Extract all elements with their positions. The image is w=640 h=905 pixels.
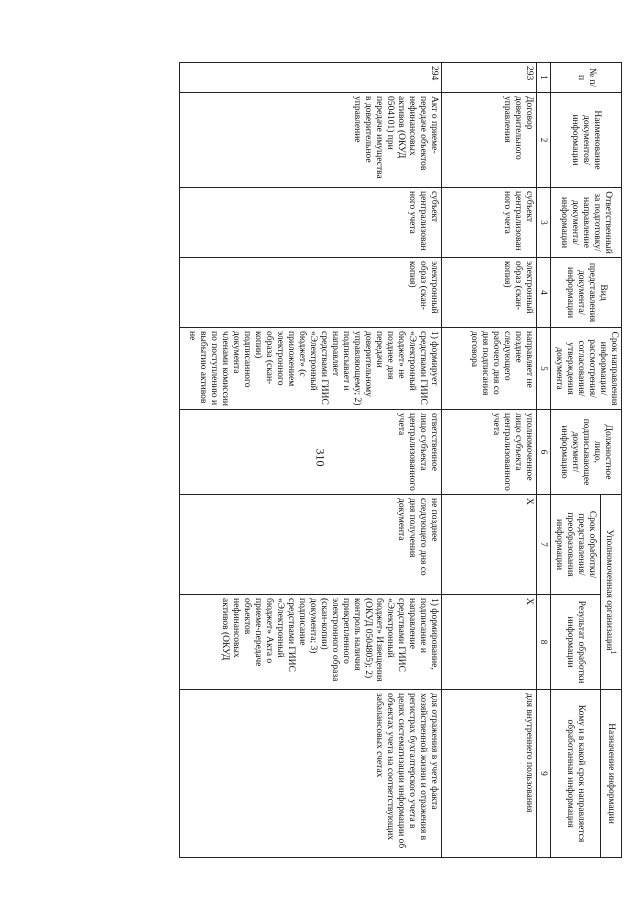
document-form: электронный образ (скан-копия) — [180, 258, 442, 328]
col-header-1: № п/п — [551, 63, 622, 93]
col-header-8: Результат обработки информации — [551, 595, 601, 690]
column-number: 6 — [537, 410, 551, 495]
rotated-table-container — [147, 62, 622, 857]
document-name: Договор доверительного управления — [442, 93, 537, 188]
processing-term: не позднее следующего дня со дня получения документа — [180, 495, 442, 595]
column-number: 8 — [537, 595, 551, 690]
header-row-1 — [600, 63, 621, 858]
column-number: 1 — [537, 63, 551, 93]
col-header-3: Ответственный за подготовку/ направление документа/ информации — [551, 188, 622, 258]
column-number-row — [537, 63, 551, 858]
row-number: 294 — [180, 63, 442, 93]
table-row — [442, 63, 537, 858]
col-header-9: Кому и в какой срок направляется обработанная информация — [551, 690, 601, 858]
group-header-purpose: Назначение информации — [600, 690, 621, 858]
col-header-4: Вид представления документа/ информации — [551, 258, 622, 328]
col-header-6: Должностное лицо, подписывающее документ/ информацию — [551, 410, 622, 495]
footnote-mark: 1 — [608, 650, 618, 655]
group-header-org-text: Уполномоченная организация — [603, 529, 614, 651]
column-number: 4 — [537, 258, 551, 328]
column-number: 3 — [537, 188, 551, 258]
table-row — [180, 63, 442, 858]
signing-official: ответственное лицо субъекта централизованного учета — [180, 410, 442, 495]
column-number: 5 — [537, 328, 551, 410]
document-name: Акт о приеме-передаче объектов нефинансовых активов (ОКУД 0504101) при передаче имущества в доверительное управление — [180, 93, 442, 188]
col-header-2: Наименование документов/ информации — [551, 93, 622, 188]
col-header-5: Срок направления информации/ рассмотрения/ согласования/ утверждения документа — [551, 328, 622, 410]
group-header-org — [600, 495, 621, 690]
column-number: 9 — [537, 690, 551, 858]
responsible-party: субъект централизованного учета — [180, 188, 442, 258]
processing-result: X — [442, 595, 537, 690]
responsible-party: субъект централизованного учета — [442, 188, 537, 258]
processing-result: 1) формирование, подписание и направление средствами ГИИС «Электронный бюджет» Извещения (ОКУД 0504805); 2) контроль наличия прикрепленного электронного образа (скан-копии) документа; 3) подписание средствами ГИИС «Электронный бюджет» Акта о приеме-передаче объектов нефинансовых активов (ОКУД — [180, 595, 442, 690]
row-number: 293 — [442, 63, 537, 93]
column-number: 7 — [537, 495, 551, 595]
deadline: направляет не позднее следующего рабочего дня со дня подписания договора — [442, 328, 537, 410]
col-header-7: Срок обработки/ представления/ преобразования информации — [551, 495, 601, 595]
recipient: для внутреннего пользования — [442, 690, 537, 858]
recipient: для отражения в учете факта хозяйственной жизни и отражения в регистрах бухгалтерского учета в целях систематизации информации об объектах учета на соответствующих забалансовых счетах — [180, 690, 442, 858]
document-form: электронный образ (скан-копия) — [442, 258, 537, 328]
signing-official: уполномоченное лицо субъекта централизованного учета — [442, 410, 537, 495]
deadline: 1) формирует средствами ГИИС «Электронный бюджет» не позднее дня передачи доверительному управляющему; 2) подписывает и направляет средствами ГИИС «Электронный бюджет» (с приложением электронного образа (скан-копии) подписанного документа членами комиссии по поступлению и выбытию активов не — [180, 328, 442, 410]
document-table — [179, 62, 622, 858]
processing-term: X — [442, 495, 537, 595]
page-number: 310 — [313, 448, 328, 467]
column-number: 2 — [537, 93, 551, 188]
